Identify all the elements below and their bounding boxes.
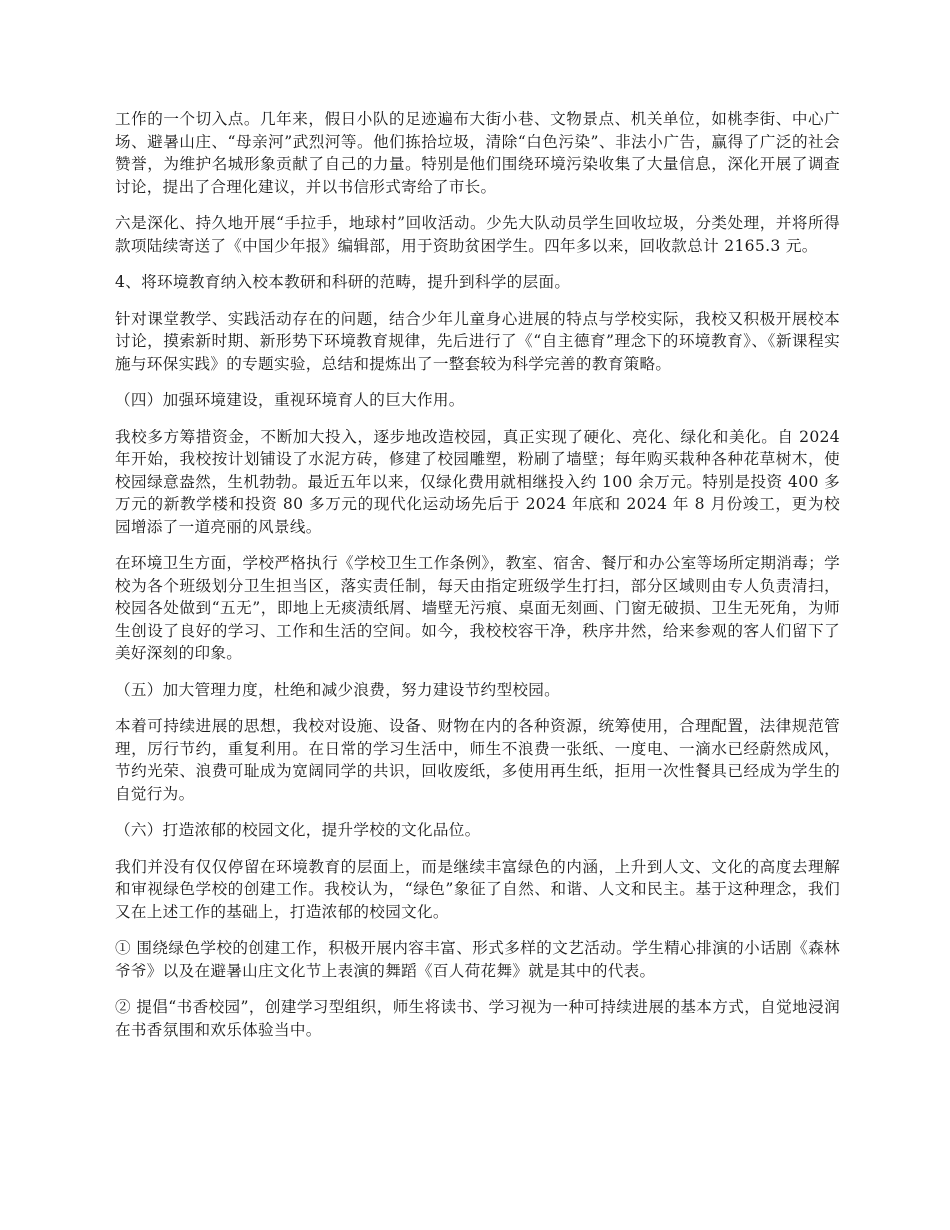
list-item-arts-activities: ① 围绕绿色学校的创建工作，积极开展内容丰富、形式多样的文艺活动。学生精心排演的小话剧《森林爷爷》以及在避暑山庄文化节上表演的舞蹈《百人荷花舞》就是其中的代表。 [115,939,840,980]
list-item-reading-campus: ② 提倡“书香校园”，创建学习型组织，师生将读书、学习视为一种可持续进展的基本方式，自觉地浸润在书香氛围和欢乐体验当中。 [115,998,840,1039]
section-heading-research: 4、将环境教育纳入校本教研和科研的范畴，提升到科学的层面。 [115,273,571,291]
paragraph-sanitation: 在环境卫生方面，学校严格执行《学校卫生工作条例》，教室、宿舍、餐厅和办公室等场所定期消毒；学校为各个班级划分卫生担当区，落实责任制，每天由指定班级学生打扫，部分区域则由专人负责清扫，校园各处做到“五无”，即地上无痰渍纸屑、墙壁无污痕、桌面无刻画、门窗无破损、卫生无死角，为师生创设了良好的学习、工作和生活的空间。如今，我校校容干净，秩序井然，给来参观的客人们留下了美好深刻的印象。 [115,554,840,662]
paragraph-research: 针对课堂教学、实践活动存在的问题，结合少年儿童身心进展的特点与学校实际，我校又积极开展校本讨论，摸索新时期、新形势下环境教育规律，先后进行了《“自主德育”理念下的环境教育》、《新课程实施与环保实践》的专题实验，总结和提炼出了一整套较为科学完善的教育策略。 [115,309,840,373]
paragraph-intro-continuation: 工作的一个切入点。几年来，假日小队的足迹遍布大街小巷、文物景点、机关单位，如桃李街、中心广场、避暑山庄、“母亲河”武烈河等。他们拣拾垃圾，清除“白色污染”、非法小广告，赢得了广泛的社会赞誉，为维护名城形象贡献了自己的力量。特别是他们围绕环境污染收集了大量信息，深化开展了调查讨论，提出了合理化建议，并以书信形式寄给了市长。 [115,110,840,196]
document-body [115,108,840,1055]
paragraph-recycling-activity: 六是深化、持久地开展“手拉手，地球村”回收活动。少先大队动员学生回收垃圾，分类处理，并将所得款项陆续寄送了《中国少年报》编辑部，用于资助贫困学生。四年多以来，回收款总计 2165.3 元。 [115,214,840,255]
paragraph-conservation: 本着可持续进展的思想，我校对设施、设备、财物在内的各种资源，统筹使用，合理配置，法律规范管理，厉行节约，重复利用。在日常的学习生活中，师生不浪费一张纸、一度电、一滴水已经蔚然成风，节约光荣、浪费可耻成为宽阔同学的共识，回收废纸，多使用再生纸，拒用一次性餐具已经成为学生的自觉行为。 [115,717,840,803]
section-heading-culture: （六）打造浓郁的校园文化，提升学校的文化品位。 [115,821,481,839]
section-heading-environment-building: （四）加强环境建设，重视环境育人的巨大作用。 [115,391,465,409]
section-heading-management: （五）加大管理力度，杜绝和减少浪费，努力建设节约型校园。 [115,680,561,699]
paragraph-culture: 我们并没有仅仅停留在环境教育的层面上，而是继续丰富绿色的内涵，上升到人文、文化的高度去理解和审视绿色学校的创建工作。我校认为，“绿色”象征了自然、和谐、人文和民主。基于这种理念，我们又在上述工作的基础上，打造浓郁的校园文化。 [115,857,840,921]
paragraph-campus-construction: 我校多方筹措资金，不断加大投入，逐步地改造校园，真正实现了硬化、亮化、绿化和美化。自 2024 年开始，我校按计划铺设了水泥方砖，修建了校园雕塑，粉刷了墙壁；每年购买栽种各种花草树木，使校园绿意盎然，生机勃勃。最近五年以来，仅绿化费用就相继投入约 100 余万元。特别是投资 400 多万元的新教学楼和投资 80 多万元的现代化运动场先后于 2024 年底和 2024 年 8 月份竣工，更为校园增添了一道亮丽的风景线。 [115,427,840,536]
